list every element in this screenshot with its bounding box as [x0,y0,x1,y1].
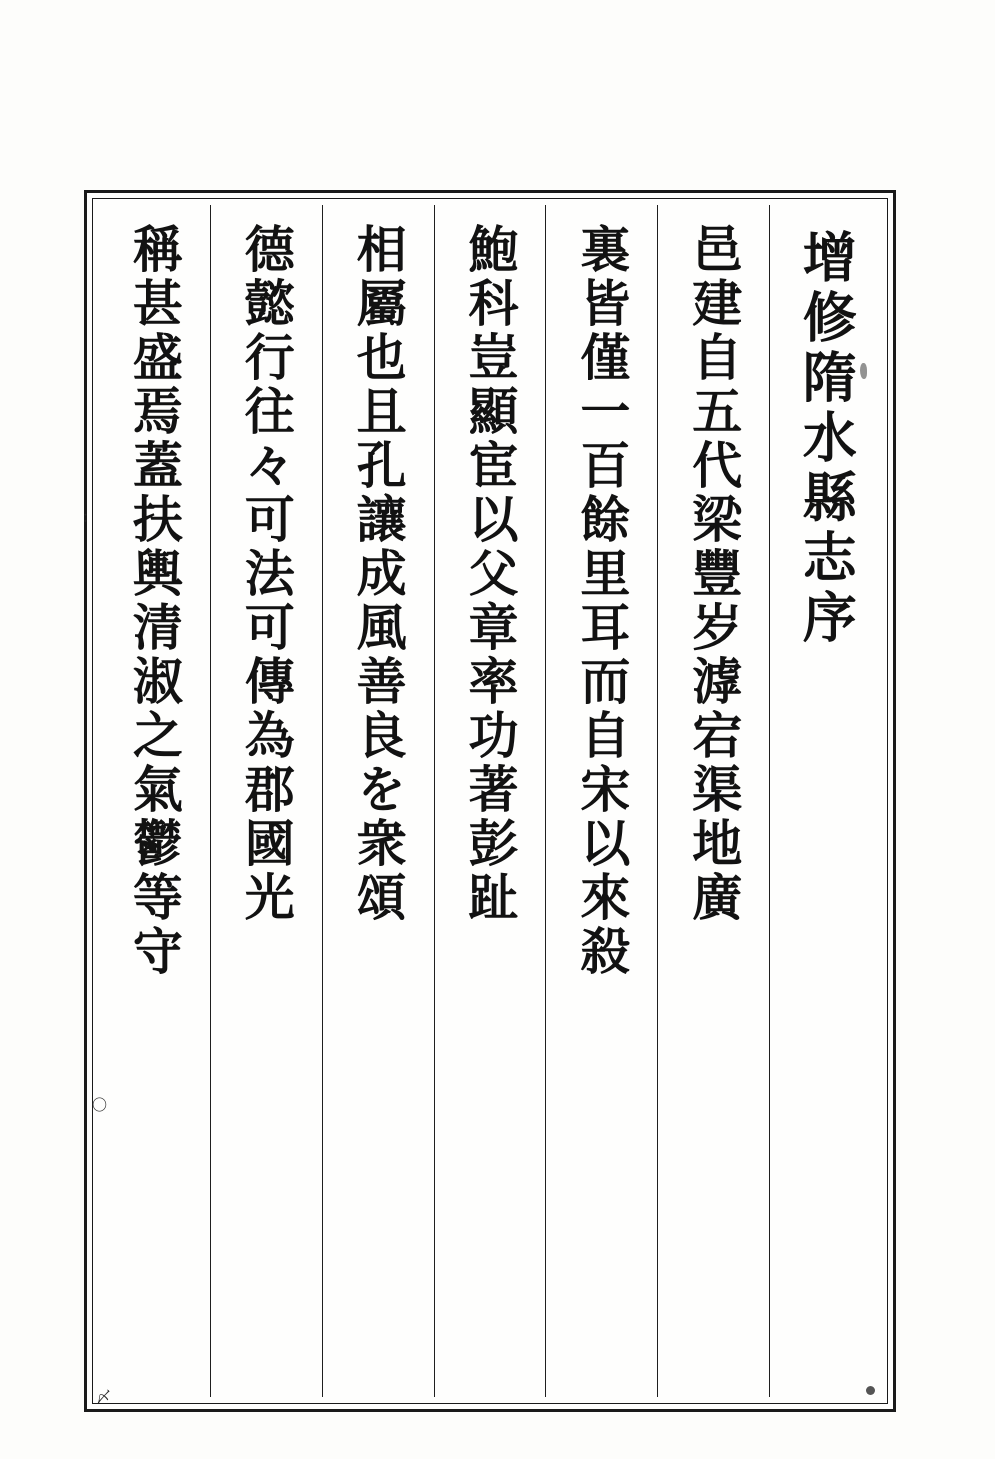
column-body-1 [657,205,769,1397]
column-text: 增修隋水縣志序 [794,229,859,649]
page-frame [84,190,896,1412]
margin-mark-corner: 〆 [96,1388,112,1406]
column-body-2 [545,205,657,1397]
margin-mark-upper: ： [82,508,98,526]
column-body-4 [322,205,434,1397]
column-text: 德懿行往々可法可傳為郡國光 [236,223,296,925]
column-title [769,205,881,1397]
text-columns [99,205,881,1397]
column-text: 稱甚盛焉蓋扶輿清淑之氣鬱等守 [124,223,184,979]
column-text: 鮑科豈顯宦以父章率功著彭趾 [460,223,520,925]
margin-mark-lower: 〇 [92,1096,108,1114]
column-text: 邑建自五代梁豐岁滹宕渠地廣 [684,223,744,925]
column-body-3 [434,205,546,1397]
column-text: 裏皆僅一百餘里耳而自宋以來殺 [572,223,632,979]
column-text: 相屬也且孔讓成風善良を衆頌 [348,223,408,925]
column-body-6 [99,205,210,1397]
column-body-5 [210,205,322,1397]
